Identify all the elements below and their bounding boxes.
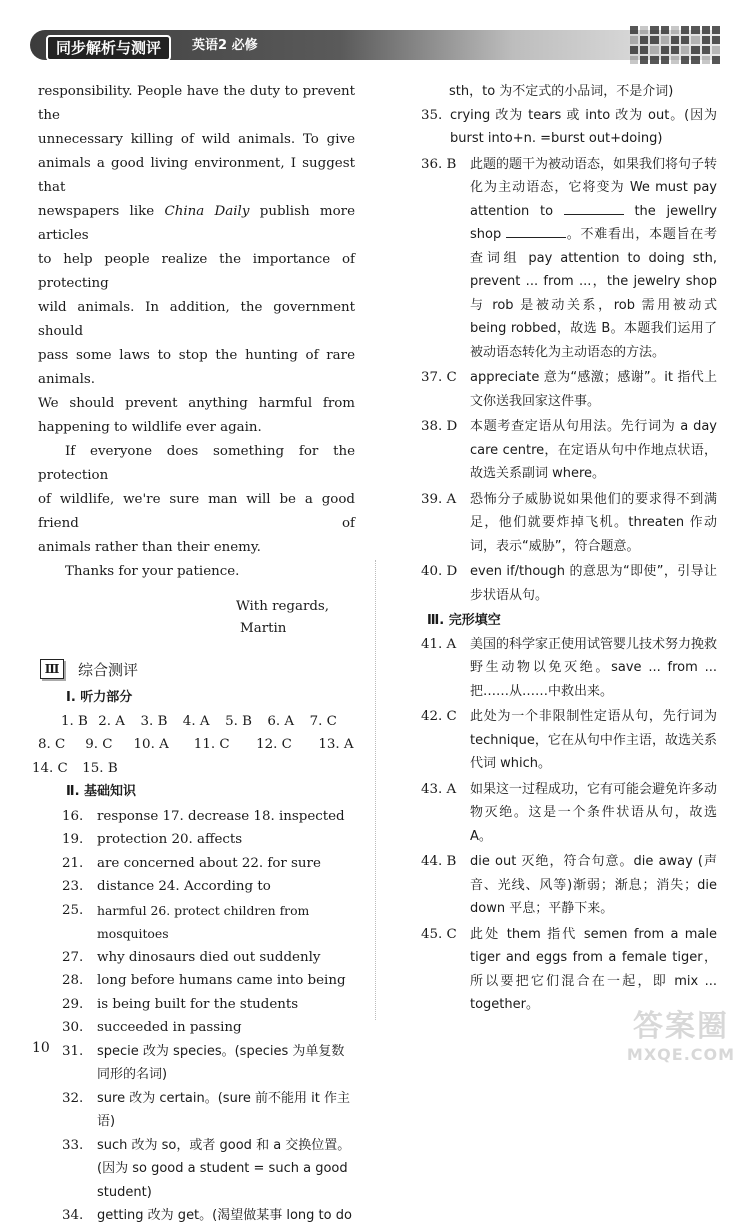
answer-row — [32, 757, 355, 781]
part1-title: Ⅰ. 听力部分 — [66, 690, 133, 705]
watermark-bottom: MXQE.COM — [626, 1045, 736, 1064]
answer: 10. A — [133, 737, 169, 752]
list-item: 29. is being built for the students — [62, 996, 299, 1012]
essay-line: If everyone does something for the protection — [38, 444, 355, 483]
list-item: 41. A 美国的科学家正使用试管婴儿技术努力挽救野生动物以免灭绝。save ... from ... 把……从……中救出来。 — [421, 636, 718, 699]
answer-row — [61, 710, 355, 734]
essay-signature-block — [38, 596, 355, 640]
answer: 15. B — [82, 760, 118, 776]
signature: Martin — [240, 621, 287, 636]
answer: 6. A — [267, 713, 295, 729]
essay-line: to help people realize the importance of protecting — [38, 252, 355, 291]
watermark-top: 答案圈 — [633, 1009, 729, 1044]
list-item: 36. B 此题的题干为被动语态，如果我们将句子转化为主动语态，它将变为 We must pay attention to the jewellry shop 。不难看出，本题旨在考查词组 pay attention to doing sth, prevent ... from ...，the jewelry shop 与 rob 是被动关系，rob 需用被动式 being robbed，故选 B。本题我们运用了被动语态转化为主动语态的方法。 — [421, 156, 718, 360]
list-item: 33. such 改为 so，或者 good 和 a 交换位置。(因为 so good a student = such a good student) — [62, 1137, 351, 1200]
section-heading — [38, 656, 355, 682]
answer: 3. B — [140, 713, 168, 729]
list-item: 32. sure 改为 certain。(sure 前不能用 it 作主语) — [62, 1090, 350, 1129]
column-divider — [375, 560, 376, 1020]
essay-line: of wildlife, we're sure man will be a good friend of — [38, 492, 355, 531]
section-title: 综合测评 — [78, 660, 139, 679]
sign-off: With regards, — [236, 599, 330, 614]
listening-answers-cont — [32, 733, 355, 780]
list-item: 31. specie 改为 species。(species 为单复数同形的名词) — [62, 1043, 345, 1082]
continued-text: sth，to 为不定式的小品词，不是介词) — [449, 84, 674, 99]
list-item: 21. are concerned about 22. for sure — [62, 855, 321, 871]
listening-answers — [38, 710, 355, 734]
section-numeral: Ⅲ — [40, 659, 64, 679]
answer-row — [38, 733, 355, 757]
essay-line: happening to wildlife ever again. — [38, 420, 262, 435]
essay-line: pass some laws to stop the hunting of rare animals. — [38, 348, 355, 387]
list-item: 38. D 本题考查定语从句用法。先行词为 a day care centre，在定语从句中作地点状语，故选关系副词 where。 — [421, 419, 717, 481]
blank-line — [506, 225, 566, 238]
list-item: 45. C 此处 them 指代 semen from a male tiger and eggs from a female tiger，所以要把它们混合在一起，即 mix ... together。 — [421, 926, 717, 1012]
essay — [38, 80, 355, 584]
answer: 9. C — [85, 737, 113, 752]
list-item: 37. C appreciate 意为“感激；感谢”。it 指代上文你送我回家这件事。 — [421, 370, 717, 409]
answer: 7. C — [309, 713, 337, 729]
list-item: 27. why dinosaurs died out suddenly — [62, 949, 321, 965]
left-column — [32, 80, 355, 1228]
answer: 4. A — [182, 713, 210, 729]
page-header — [30, 24, 720, 68]
list-item: 25. harmful 26. protect children from mosquitoes — [62, 902, 310, 941]
newspaper-title: China Daily — [164, 204, 250, 219]
header-decoration — [630, 26, 720, 64]
essay-line: wild animals. In addition, the government should — [38, 300, 355, 339]
part2-title: Ⅱ. 基础知识 — [66, 784, 137, 799]
answer: 14. C — [32, 760, 68, 776]
blank-line — [564, 202, 624, 215]
answer: 2. A — [98, 713, 125, 729]
list-item: 30. succeeded in passing — [62, 1020, 242, 1035]
watermark — [622, 1010, 740, 1074]
answer: 8. C — [38, 737, 66, 752]
answer: 13. A — [318, 737, 354, 752]
list-item: 19. protection 20. affects — [62, 832, 243, 847]
list-item: 39. A 恐怖分子威胁说如果他们的要求得不到满足，他们就要炸掉飞机。threaten 作动词，表示“威胁”，符合题意。 — [421, 491, 717, 554]
essay-line: responsibility. People have the duty to prevent the — [38, 84, 355, 123]
list-item: 43. A 如果这一过程成功，它有可能会避免许多动物灭绝。这是一个条件状语从句，故选 A。 — [421, 781, 718, 844]
right-column — [421, 80, 718, 1019]
list-item: 35. crying 改为 tears 或 into 改为 out。(因为 burst into+n. =burst out+doing) — [421, 107, 717, 146]
answers-37-40 — [421, 366, 717, 607]
answer: 11. C — [193, 737, 230, 752]
book-subtitle: 英语2 必修 — [192, 38, 258, 53]
essay-line: We should prevent anything harmful from — [38, 396, 355, 411]
answer: 1. B — [61, 713, 88, 729]
page-number: 10 — [32, 1040, 50, 1056]
essay-line: unnecessary killing of wild animals. To give — [38, 132, 355, 147]
list-item: 23. distance 24. According to — [62, 879, 271, 894]
book-title: 同步解析与测评 — [46, 35, 171, 61]
list-item: 34. getting 改为 get。(渴望做某事 long to do — [62, 1208, 352, 1223]
list-item: 28. long before humans came into being — [62, 973, 346, 988]
essay-thanks: Thanks for your patience. — [65, 564, 240, 579]
list-item: 40. D even if/though 的意思为“即使”，引导让步状语从句。 — [421, 564, 717, 603]
essay-line: animals rather than their enemy. — [38, 540, 261, 555]
cloze-answers — [421, 633, 717, 1017]
basic-knowledge-answers — [38, 805, 355, 1228]
answer: 5. B — [225, 713, 252, 729]
essay-line: newspapers like China Daily publish more articles — [38, 204, 355, 243]
part3-title: Ⅲ. 完形填空 — [427, 613, 501, 628]
list-item: 44. B die out 灭绝，符合句意。die away (声音、光线、风等)渐弱；渐息；消失；die down 平息；平静下来。 — [421, 854, 717, 916]
list-item: 16. response 17. decrease 18. inspected — [62, 808, 345, 824]
essay-line: animals a good living environment, I suggest that — [38, 156, 355, 195]
answer: 12. C — [256, 737, 292, 752]
list-item: 42. C 此处为一个非限制性定语从句，先行词为 technique，它在从句中作主语，故选关系代词 which。 — [421, 709, 717, 771]
